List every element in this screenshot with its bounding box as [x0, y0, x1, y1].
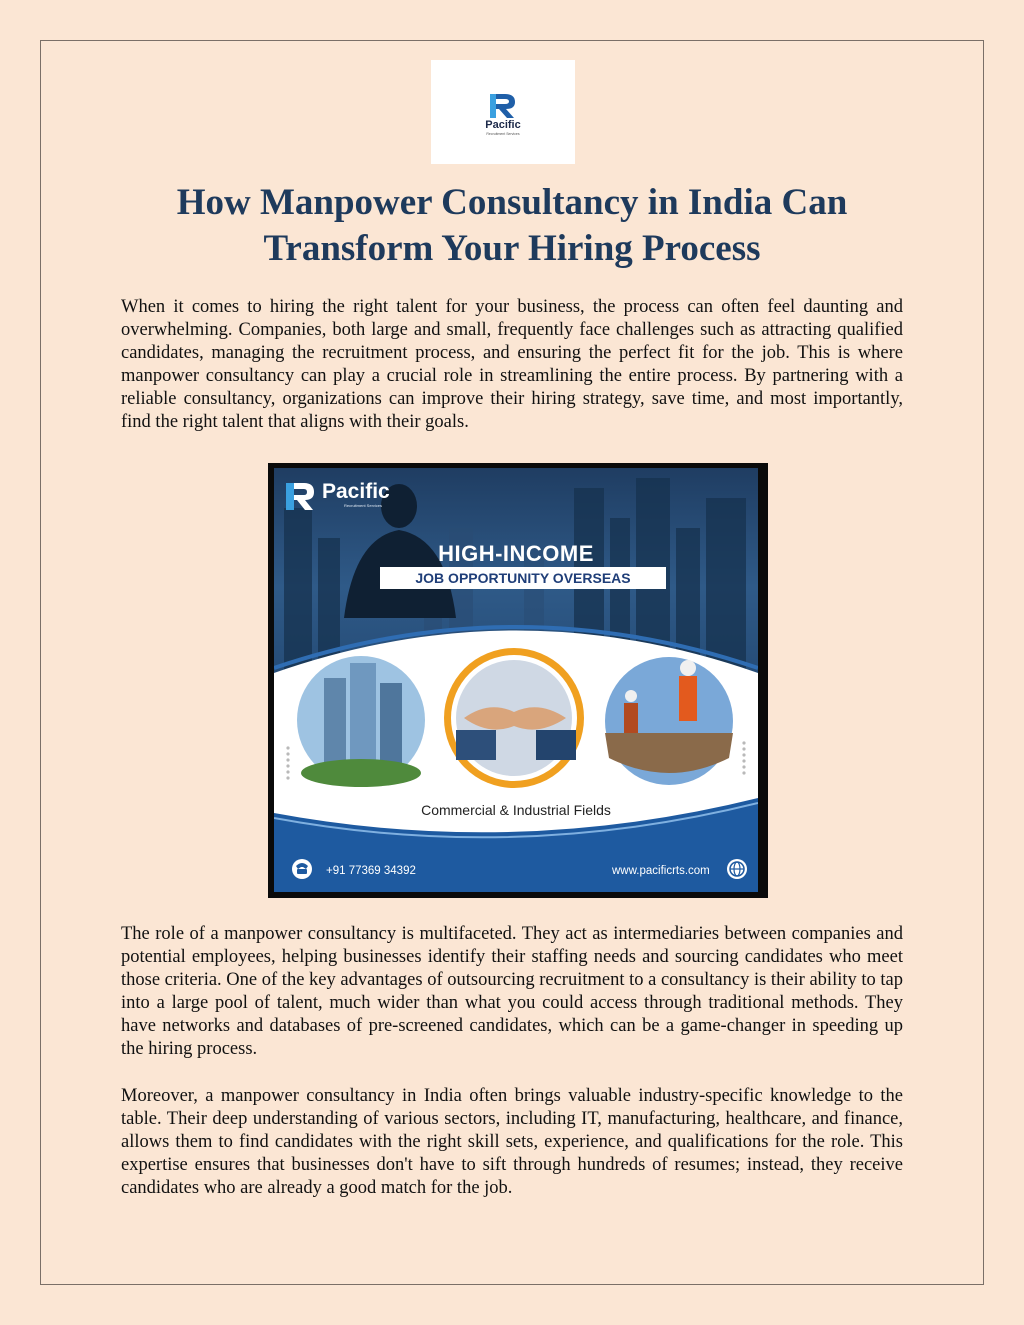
poster-logo-icon — [286, 483, 314, 510]
poster-tagline: JOB OPPORTUNITY OVERSEAS — [380, 567, 666, 589]
poster-fields: Commercial & Industrial Fields — [421, 802, 611, 818]
poster-artwork — [274, 468, 758, 892]
promo-poster — [268, 463, 768, 898]
poster-brand: Pacific — [322, 480, 390, 503]
intro-paragraph: When it comes to hiring the right talent for your business, the process can often feel daunting and overwhelming. Companies, both large and small, frequently face challenges such as attracting qualified candidates, managing the recruitment process, and ensuring the perfect fit for the job. This is where manpower consultancy can play a crucial role in streamlining the entire process. By partnering with a reliable consultancy, organizations can improve their hiring strategy, save time, and most importantly, find the right talent that aligns with their goals. — [121, 297, 903, 432]
globe-icon — [727, 859, 747, 879]
body-paragraph-role: The role of a manpower consultancy is multifaceted. They act as intermediaries between companies and potential employees, helping businesses identify their staffing needs and sourcing candidates who meet those criteria. One of the key advantages of outsourcing recruitment to a consultancy is their ability to tap into a large pool of talent, much wider than what you could access through traditional methods. They have networks and databases of pre-screened candidates, which can be a game-changer in speeding up the hiring process. — [121, 924, 903, 1059]
workers-photo — [605, 657, 733, 785]
company-logo — [431, 60, 575, 164]
body-paragraph-knowledge: Moreover, a manpower consultancy in India often brings valuable industry-specific knowledge to the table. Their deep understanding of various sectors, including IT, manufacturing, healthcare, and finance, allows them to find candidates with the right skill sets, experience, and qualifications for the role. This expertise ensures that businesses don't have to sift through hundreds of resumes; instead, they receive candidates who are already a good match for the job. — [121, 1086, 903, 1198]
logo-subtitle: Recruitment Services — [486, 132, 520, 136]
poster-phone: +91 77369 34392 — [326, 865, 416, 877]
buildings-photo — [297, 656, 425, 787]
pacific-logo-icon — [487, 92, 519, 120]
poster-headline: HIGH-INCOME — [438, 541, 594, 566]
phone-icon — [292, 859, 312, 879]
logo-name: Pacific — [485, 119, 521, 131]
handshake-photo — [444, 648, 584, 788]
poster-website: www.pacificrts.com — [612, 865, 710, 877]
poster-brand-subtitle: Recruitment Services — [344, 503, 383, 508]
page-title: How Manpower Consultancy in India Can Transform Your Hiring Process — [176, 182, 848, 269]
